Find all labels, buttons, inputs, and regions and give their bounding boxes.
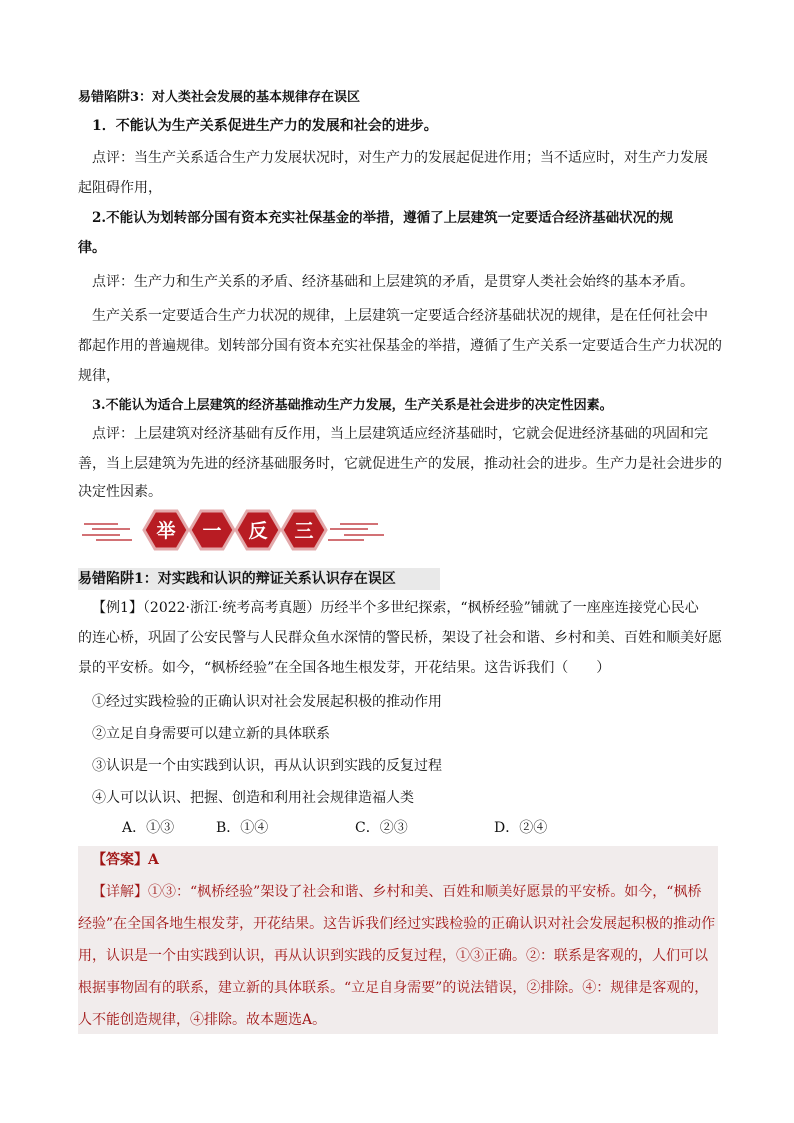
banner-char-4: 三 [294, 520, 314, 542]
option-d: D．②④ [494, 820, 548, 836]
trap3-comment-1-line-1: 点评：当生产关系适合生产力发展状况时，对生产力的发展起促进作用；当不适应时，对生产力发展 [92, 150, 708, 166]
choice-4: ④人可以认识、把握、创造和利用社会规律造福人类 [92, 790, 414, 806]
choice-1: ①经过实践检验的正确认识对社会发展起积极的推动作用 [92, 694, 442, 710]
detail-line-1: 【详解】①③：“枫桥经验”架设了社会和谐、乡村和美、百姓和顺美好愿景的平安桥。如今，“枫桥 [92, 884, 702, 900]
trap3-statement-1: 1．不能认为生产关系促进生产力的发展和社会的进步。 [92, 118, 438, 134]
trap3-comment-2-line-1: 点评：生产力和生产关系的矛盾、经济基础和上层建筑的矛盾，是贯穿人类社会始终的基本矛盾。 [92, 274, 694, 290]
detail-line-2: 经验”在全国各地生根发芽，开花结果。这告诉我们经过实践检验的正确认识对社会发展起积极的推动作 [78, 916, 716, 932]
option-a: A．①③ [122, 820, 175, 836]
example-line-1: 【例1】（2022·浙江·统考高考真题）历经半个多世纪探索，“枫桥经验”铺就了一座座连接党心民心 [92, 600, 699, 616]
detail-line-4: 根据事物固有的联系，建立新的具体联系。“立足自身需要”的说法错误，②排除。④：规律是客观的， [78, 980, 709, 996]
example-line-3: 景的平安桥。如今，“枫桥经验”在全国各地生根发芽，开花结果。这告诉我们（ ） [78, 660, 611, 676]
trap3-comment-3-line-3: 决定性因素。 [78, 484, 162, 500]
detail-line-3: 用，认识是一个由实践到认识，再从认识到实践的反复过程，①③正确。②：联系是客观的，人们可以 [78, 948, 708, 964]
trap3-comment-2-line-2: 生产关系一定要适合生产力状况的规律，上层建筑一定要适合经济基础状况的规律，是在任何社会中 [92, 308, 708, 324]
trap3-comment-2-line-4: 规律， [78, 368, 120, 384]
trap3-comment-3-line-2: 善，当上层建筑为先进的经济基础服务时，它就促进生产的发展，推动社会的进步。生产力是社会进步的 [78, 456, 722, 472]
option-c: C．②③ [355, 820, 408, 836]
trap1-title: 易错陷阱1：对实践和认识的辩证关系认识存在误区 [78, 568, 440, 590]
banner-right-ornament [328, 524, 384, 540]
choice-2: ②立足自身需要可以建立新的具体联系 [92, 726, 330, 742]
answer-label: 【答案】A [92, 852, 159, 868]
choice-3: ③认识是一个由实践到认识，再从认识到实践的反复过程 [92, 758, 442, 774]
banner-char-3: 反 [248, 520, 268, 542]
trap3-title: 易错陷阱3：对人类社会发展的基本规律存在误区 [78, 90, 361, 105]
trap3-comment-2-line-3: 都起作用的普遍规律。划转部分国有资本充实社保基金的举措，遵循了生产关系一定要适合生产力状况的 [78, 338, 722, 354]
trap3-statement-2-line-1: 2.不能认为划转部分国有资本充实社保基金的举措，遵循了上层建筑一定要适合经济基础状况的规 [92, 210, 674, 226]
answer-box [78, 846, 718, 1034]
trap3-comment-3-line-1: 点评：上层建筑对经济基础有反作用，当上层建筑适应经济基础时，它就会促进经济基础的巩固和完 [92, 426, 708, 442]
section-banner [78, 508, 388, 552]
trap3-statement-3: 3.不能认为适合上层建筑的经济基础推动生产力发展，生产关系是社会进步的决定性因素。 [92, 398, 613, 413]
banner-left-ornament [82, 524, 132, 540]
trap3-comment-1-line-2: 起阻碍作用， [78, 180, 162, 196]
banner-char-2: 一 [202, 520, 222, 542]
example-line-2: 的连心桥，巩固了公安民警与人民群众鱼水深情的警民桥，架设了社会和谐、乡村和美、百姓和顺美好愿 [78, 630, 722, 646]
trap3-statement-2-line-2: 律。 [78, 240, 106, 256]
option-b: B．①④ [216, 820, 269, 836]
detail-line-5: 人不能创造规律，④排除。故本题选A。 [78, 1012, 327, 1028]
banner-char-1: 举 [156, 520, 176, 542]
